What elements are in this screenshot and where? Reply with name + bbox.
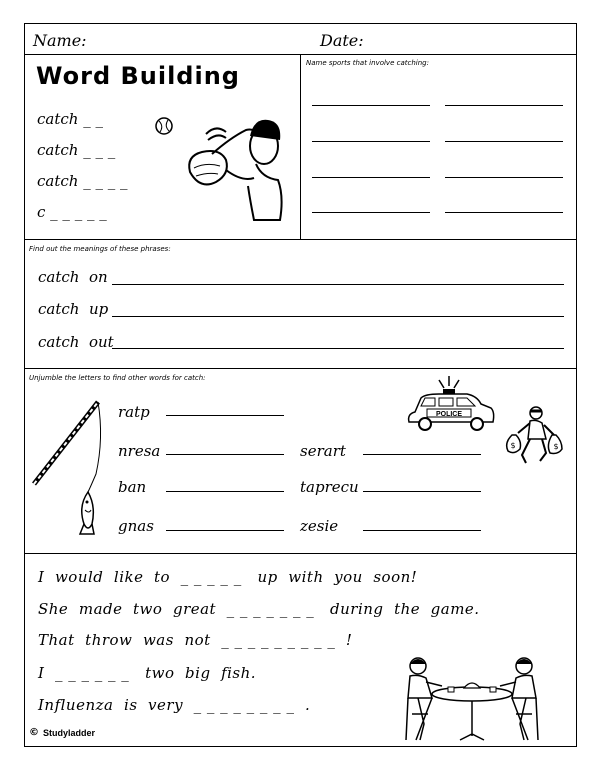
- answer-line[interactable]: [312, 105, 430, 106]
- word-item-4: c _ _ _ _ _: [37, 203, 107, 221]
- answer-line[interactable]: [112, 284, 564, 285]
- svg-text:$: $: [510, 441, 516, 450]
- phrase-catch-out: catch out: [38, 333, 114, 351]
- date-label: Date:: [320, 31, 364, 50]
- answer-line[interactable]: [363, 454, 481, 455]
- answer-line[interactable]: [445, 177, 563, 178]
- answer-line[interactable]: [166, 454, 284, 455]
- jumbled-word: nresa: [118, 442, 161, 460]
- copyright-icon: ©: [29, 727, 39, 738]
- answer-line[interactable]: [445, 141, 563, 142]
- sentence-2: She made two great _ _ _ _ _ _ _ during the game.: [38, 600, 480, 618]
- sentence-5: Influenza is very _ _ _ _ _ _ _ _ .: [38, 696, 311, 714]
- svg-text:$: $: [553, 442, 559, 451]
- answer-line[interactable]: [112, 316, 564, 317]
- answer-line[interactable]: [363, 491, 481, 492]
- jumbled-word: ban: [118, 478, 147, 496]
- word-item-2: catch _ _ _: [37, 141, 116, 159]
- fishing-rod-illustration: [30, 398, 110, 538]
- jumbled-word: ratp: [118, 403, 150, 421]
- answer-line[interactable]: [166, 491, 284, 492]
- police-car-illustration: [405, 374, 497, 436]
- answer-line[interactable]: [445, 105, 563, 106]
- answer-line[interactable]: [312, 141, 430, 142]
- fish-icon: [82, 492, 94, 528]
- phrase-catch-up: catch up: [38, 300, 109, 318]
- catching-boy-illustration: [150, 112, 290, 224]
- answer-line[interactable]: [312, 177, 430, 178]
- police-label: POLICE: [435, 411, 463, 418]
- sports-instruction: Name sports that involve catching:: [306, 59, 429, 67]
- name-label: Name:: [33, 31, 87, 50]
- answer-line[interactable]: [166, 415, 284, 416]
- answer-line[interactable]: [112, 348, 564, 349]
- jumbled-word: gnas: [118, 517, 154, 535]
- answer-line[interactable]: [363, 530, 481, 531]
- unjumble-instruction: Unjumble the letters to find other words for catch:: [29, 374, 206, 382]
- ball-icon: [156, 118, 172, 134]
- sentence-3: That throw was not _ _ _ _ _ _ _ _ _ !: [38, 631, 353, 649]
- cafe-table-illustration: [402, 654, 542, 744]
- answer-line[interactable]: [166, 530, 284, 531]
- word-item-3: catch _ _ _ _: [37, 172, 128, 190]
- header-box: [24, 23, 577, 55]
- answer-line[interactable]: [445, 212, 563, 213]
- brand-label: Studyladder: [43, 728, 96, 738]
- phrase-catch-on: catch on: [38, 268, 108, 286]
- robber-illustration: [500, 405, 564, 471]
- answer-line[interactable]: [312, 212, 430, 213]
- word-item-1: catch _ _: [37, 110, 103, 128]
- page-title: Word Building: [36, 62, 240, 90]
- jumbled-word: zesie: [300, 517, 339, 535]
- meanings-instruction: Find out the meanings of these phrases:: [29, 245, 171, 253]
- jumbled-word: taprecu: [300, 478, 359, 496]
- sentence-1: I would like to _ _ _ _ _ up with you soon!: [38, 568, 418, 586]
- jumbled-word: serart: [300, 442, 346, 460]
- sentence-4: I _ _ _ _ _ _ two big fish.: [38, 664, 257, 682]
